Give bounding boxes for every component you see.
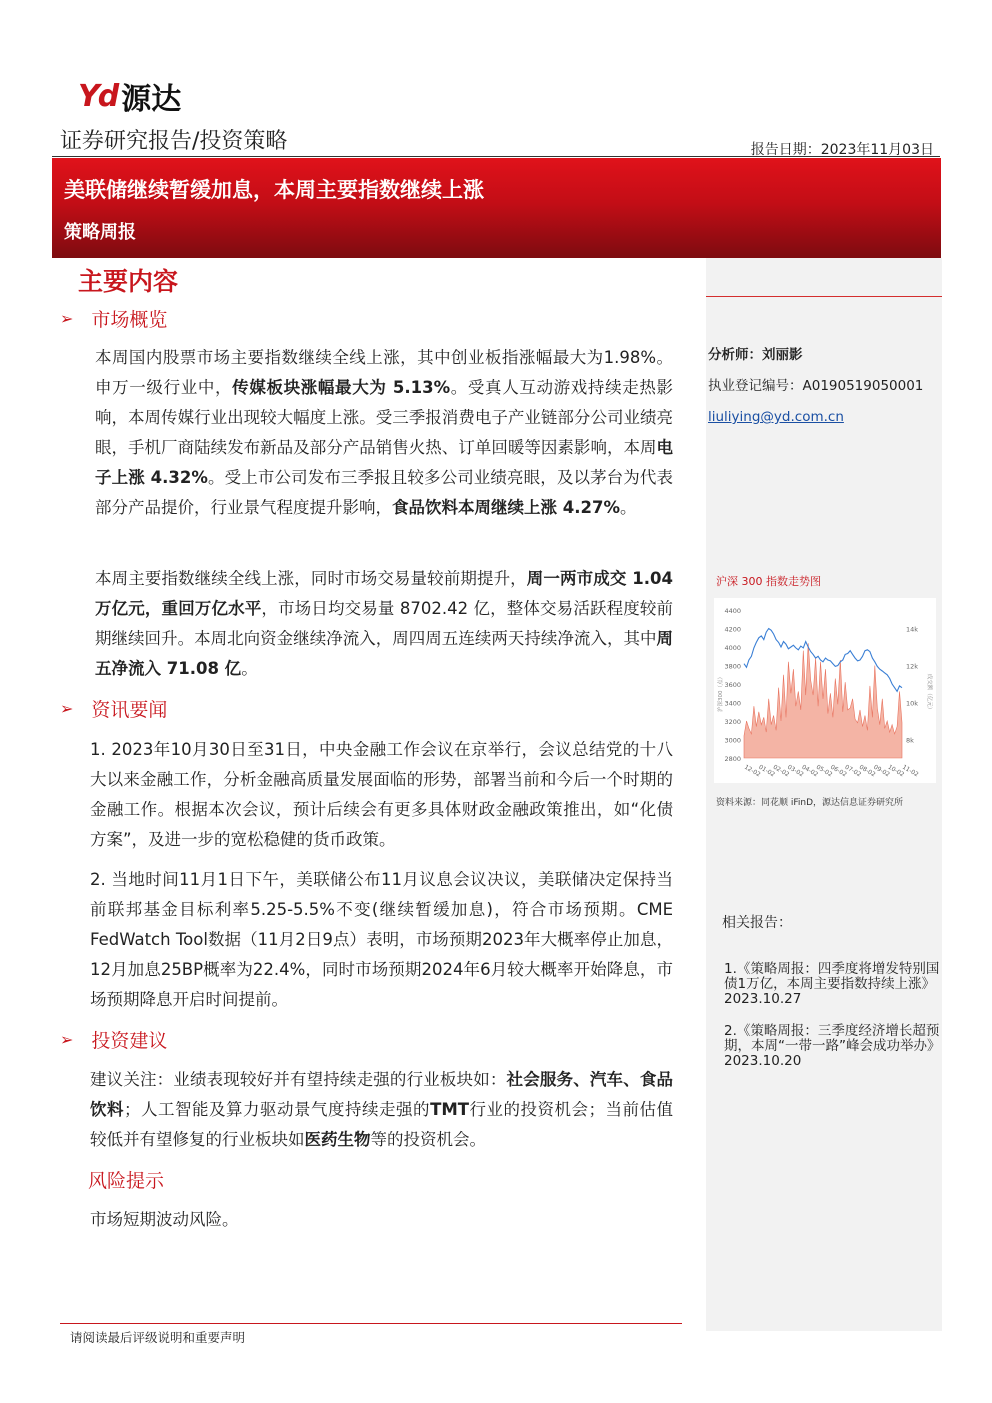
related-reports-title: 相关报告： xyxy=(722,915,792,931)
market-overview-paragraph xyxy=(95,564,673,684)
market-overview-paragraph xyxy=(95,343,673,523)
report-title: 美联储继续暂缓加息，本周主要指数继续上涨 xyxy=(64,178,484,202)
risk-text: 市场短期波动风险。 xyxy=(90,1210,239,1229)
analyst-info xyxy=(708,340,923,433)
related-report-item[interactable] xyxy=(724,962,946,1007)
y-tick-label-left: 3200 xyxy=(724,718,741,726)
investment-advice-paragraph xyxy=(90,1065,673,1155)
section-title: 资讯要闻 xyxy=(91,699,168,721)
body-text: 。受上市公司发布三季报且较多公司业绩亮眼，及以茅台为代表部分产品提价，行业景气程度提升影响， xyxy=(95,468,673,517)
x-tick-label: 10-02 xyxy=(886,763,906,779)
section-title: 投资建议 xyxy=(91,1030,168,1052)
analyst-name: 分析师：刘丽影 xyxy=(708,347,803,363)
x-tick-label: 04-02 xyxy=(800,763,820,779)
arrow-bullet-icon: ➢ xyxy=(60,699,74,718)
body-text: ；人工智能及算力驱动景气度持续走强的 xyxy=(124,1100,431,1119)
title-banner xyxy=(52,158,941,258)
arrow-bullet-icon: ➢ xyxy=(60,309,74,328)
related-report-date: 2023.10.20 xyxy=(724,1053,802,1069)
report-date: 报告日期：2023年11月03日 xyxy=(750,142,934,158)
highlight-text: 社会服务、汽车、食品饮料 xyxy=(90,1070,674,1119)
analyst-license: 执业登记编号：A0190519050001 xyxy=(708,378,924,394)
footer-note: 请阅读最后评级说明和重要声明 xyxy=(70,1330,246,1345)
body-text: 建议关注：业绩表现较好并有望持续走强的行业板块如： xyxy=(90,1070,507,1089)
section-heading xyxy=(60,695,167,722)
related-report-date: 2023.10.27 xyxy=(724,991,802,1007)
x-tick-label: 07-02 xyxy=(843,763,863,779)
y-tick-label-left: 3600 xyxy=(724,681,741,689)
x-tick-label: 01-02 xyxy=(757,763,776,779)
highlight-text: 医药生物 xyxy=(304,1130,371,1149)
highlight-text: 周五净流入 71.08 亿 xyxy=(95,629,673,678)
y-tick-label-right: 14k xyxy=(906,625,919,634)
section-heading xyxy=(60,305,167,332)
x-tick-label: 03-02 xyxy=(786,763,805,779)
y-tick-label-left: 3000 xyxy=(724,736,741,745)
y-tick-label-left: 4400 xyxy=(724,607,741,615)
related-report-title[interactable]: 1.《策略周报：四季度将增发特别国债1万亿，本周主要指数持续上涨》 xyxy=(724,961,940,992)
index-line-series xyxy=(744,629,902,692)
y-axis-label-left: 沪深300（点） xyxy=(718,674,724,712)
sidebar-divider xyxy=(706,296,942,297)
body-text: 本周国内股票市场主要指数继续全线上涨，其中创业板指涨幅最大为1.98%。申万一级行业中， xyxy=(95,348,673,397)
body-text: 本周主要指数继续全线上涨，同时市场交易量较前期提升， xyxy=(95,569,527,588)
x-tick-label: 05-02 xyxy=(814,763,834,779)
header-divider xyxy=(52,156,940,157)
body-text: 行业的投资机会；当前估值较低并有望修复的行业板块如 xyxy=(90,1100,674,1149)
highlight-text: 传媒板块涨幅最大为 5.13% xyxy=(232,378,451,397)
section-heading xyxy=(60,1026,167,1053)
body-text: 2. 当地时间11月1日下午，美联储公布11月议息会议决议，美联储决定保持当前联邦基金目标利率5.25-5.5%不变(继续暂缓加息)，符合市场预期。CME FedWatch Tool数据（11月2日9点）表明，市场预期2023年大概率停止加息，12月加息25BP概率为22.4%，同时市场预期2024年6月较大概率开始降息，市场预期降息开启时间提前。 xyxy=(90,870,673,1009)
related-report-title[interactable]: 2.《策略周报：三季度经济增长超预期，本周“一带一路”峰会成功举办》 xyxy=(724,1023,941,1054)
y-tick-label-right: 8k xyxy=(906,736,914,745)
brand-logo xyxy=(78,74,181,118)
y-tick-label-left: 2800 xyxy=(724,755,741,763)
arrow-bullet-icon: ➢ xyxy=(60,1030,74,1049)
news-paragraph xyxy=(90,735,673,855)
chart-title: 沪深 300 指数走势图 xyxy=(716,575,821,588)
risk-heading: 风险提示 xyxy=(88,1170,165,1192)
report-subtitle: 策略周报 xyxy=(64,222,136,243)
highlight-text: TMT xyxy=(430,1100,469,1119)
body-text: 。 xyxy=(241,659,258,678)
x-tick-label: 02-02 xyxy=(771,763,791,779)
logo-mark: Yd xyxy=(78,78,118,114)
y-tick-label-left: 4000 xyxy=(724,644,741,652)
body-text: 。受真人互动游戏持续走热影响，本周传媒行业出现较大幅度上涨。受三季报消费电子产业链部分公司业绩亮眼，手机厂商陆续发布新品及部分产品销售火热、订单回暖等因素影响，本周 xyxy=(95,378,674,457)
body-text: 等的投资机会。 xyxy=(370,1130,486,1149)
y-tick-label-left: 3400 xyxy=(724,699,741,708)
x-tick-label: 06-02 xyxy=(829,763,848,779)
x-tick-label: 11-02 xyxy=(901,763,920,779)
body-text: ，市场日均交易量 8702.42 亿，整体交易活跃程度较前期继续回升。本周北向资金继续净流入，周四周五连续两天持续净流入，其中 xyxy=(95,599,674,648)
highlight-text: 电子上涨 4.32% xyxy=(95,438,673,487)
related-report-item[interactable] xyxy=(724,1024,946,1069)
x-tick-label: 08-02 xyxy=(857,763,877,779)
turnover-area-series xyxy=(744,643,902,758)
body-text: 。 xyxy=(620,498,637,517)
main-heading: 主要内容 xyxy=(78,267,179,296)
highlight-text: 周一两市成交 1.04 万亿元，重回万亿水平 xyxy=(95,569,674,618)
body-text: 1. 2023年10月30日至31日，中央金融工作会议在京举行，会议总结党的十八大以来金融工作，分析金融高质量发展面临的形势，部署当前和今后一个时期的金融工作。根据本次会议，预计后续会有更多具体财政金融政策推出，如“化债方案”，及进一步的宽松稳健的货币政策。 xyxy=(90,740,673,849)
logo-name: 源达 xyxy=(121,82,182,117)
analyst-email-link[interactable]: liuliying@yd.com.cn xyxy=(708,409,844,425)
y-tick-label-left: 3800 xyxy=(724,662,741,671)
footer-divider xyxy=(60,1323,682,1324)
highlight-text: 食品饮料本周继续上涨 4.27% xyxy=(392,498,620,517)
chart-source: 资料来源：同花顺 iFinD，源达信息证券研究所 xyxy=(716,798,904,808)
x-tick-label: 12-02 xyxy=(743,763,762,779)
y-tick-label-left: 4200 xyxy=(724,625,741,634)
chart-svg xyxy=(714,598,936,783)
x-tick-label: 09-02 xyxy=(872,763,891,779)
document-type: 证券研究报告/投资策略 xyxy=(60,129,288,154)
y-tick-label-right: 12k xyxy=(906,662,919,671)
index-trend-chart xyxy=(714,598,936,783)
section-title: 市场概览 xyxy=(91,309,168,331)
y-tick-label-right: 10k xyxy=(906,699,919,708)
y-axis-label-right: 成交额（亿元） xyxy=(926,673,932,713)
news-paragraph xyxy=(90,865,673,1015)
